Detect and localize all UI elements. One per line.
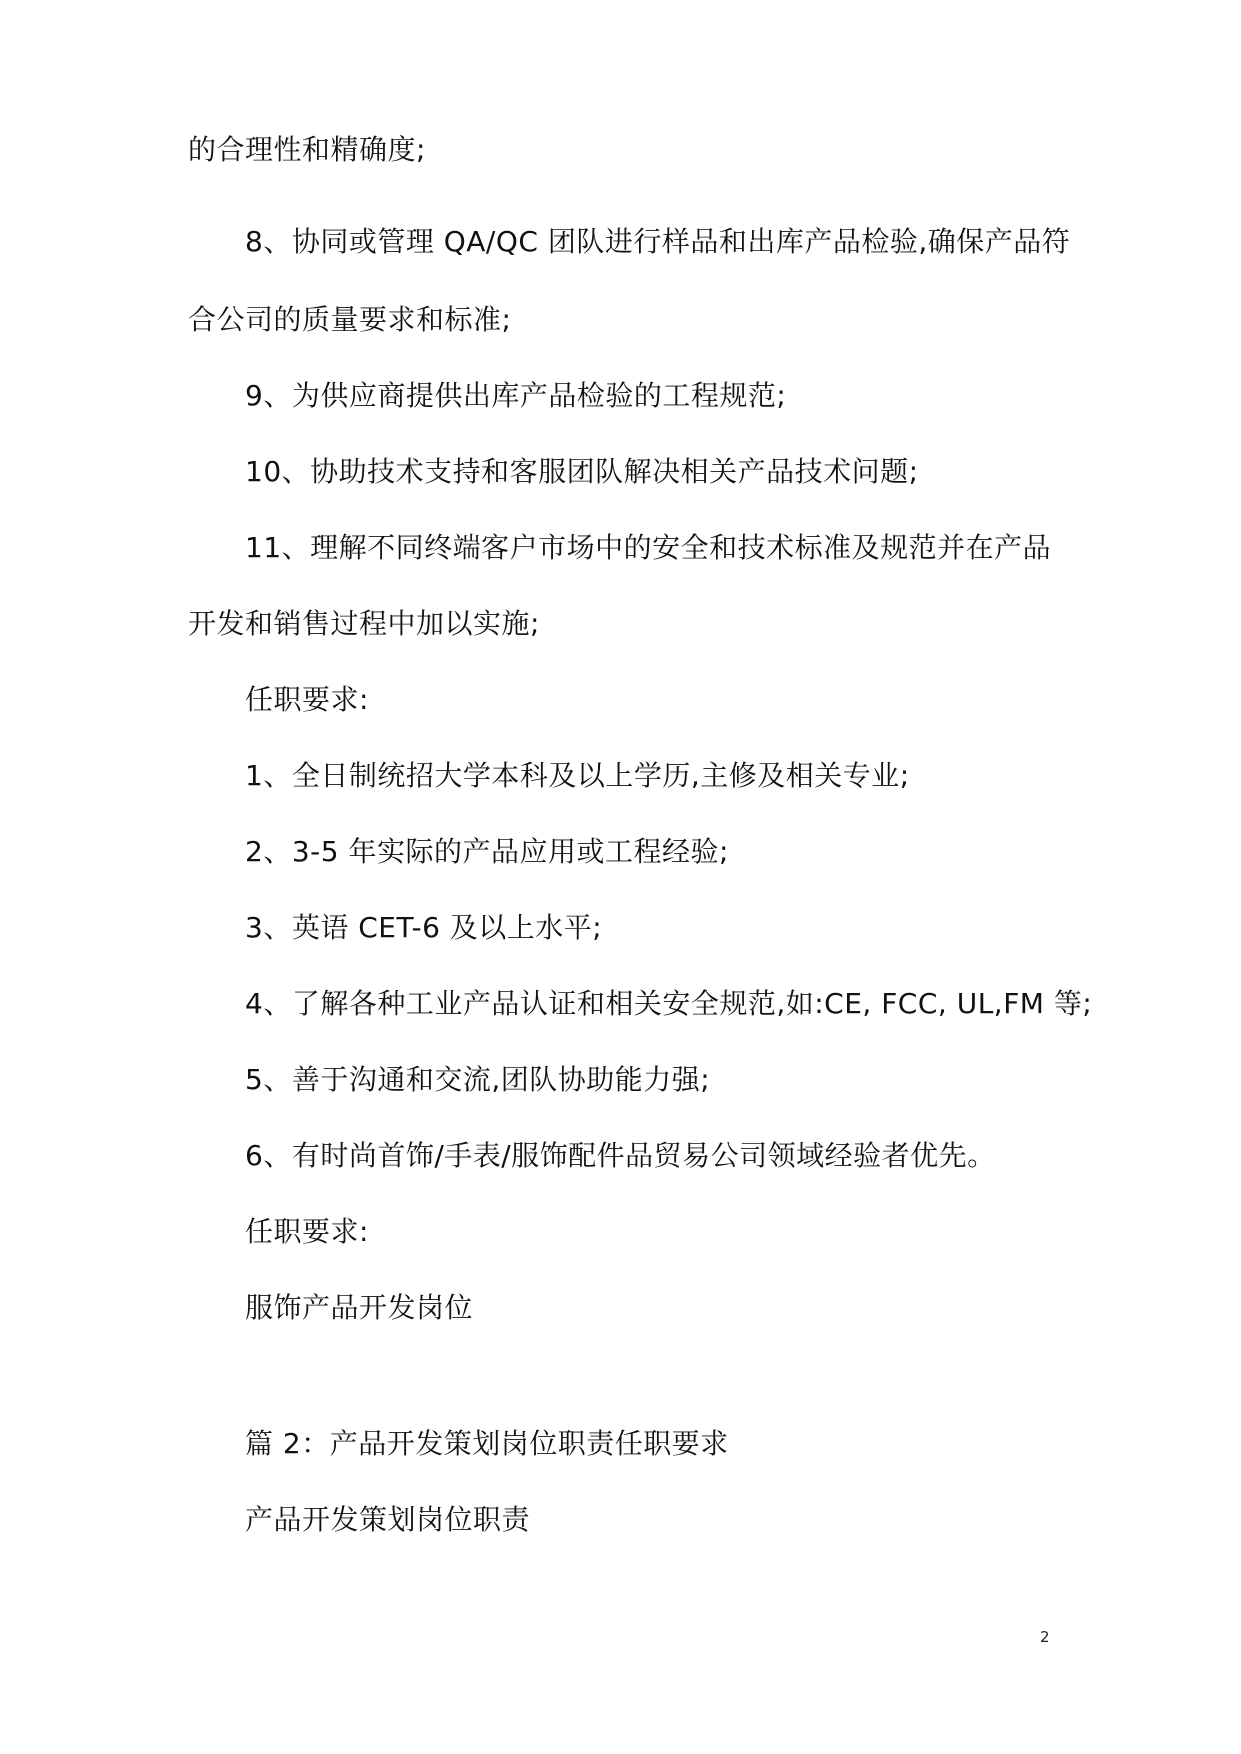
requirement-line-3: 3、英语 CET-6 及以上水平;: [245, 911, 603, 944]
text-line-7: 开发和销售过程中加以实施;: [188, 607, 540, 640]
section-heading-2: 任职要求:: [245, 1215, 369, 1248]
requirement-line-1: 1、全日制统招大学本科及以上学历,主修及相关专业;: [245, 759, 910, 792]
requirement-line-4: 4、了解各种工业产品认证和相关安全规范,如:CE, FCC, UL,FM 等;: [245, 987, 1093, 1020]
text-line-6: 11、理解不同终端客户市场中的安全和技术标准及规范并在产品: [245, 531, 1052, 564]
requirement-line-5: 5、善于沟通和交流,团队协助能力强;: [245, 1063, 711, 1096]
position-title: 服饰产品开发岗位: [245, 1291, 474, 1324]
chapter-subheading: 产品开发策划岗位职责: [245, 1503, 531, 1536]
page-number: 2: [1040, 1628, 1050, 1646]
requirement-line-6: 6、有时尚首饰/手表/服饰配件品贸易公司领域经验者优先。: [245, 1139, 996, 1172]
text-line-2: 8、协同或管理 QA/QC 团队进行样品和出库产品检验,确保产品符: [245, 225, 1071, 258]
section-heading: 任职要求:: [245, 683, 369, 716]
text-line-1: 的合理性和精确度;: [188, 133, 426, 166]
text-line-5: 10、协助技术支持和客服团队解决相关产品技术问题;: [245, 455, 919, 488]
requirement-line-2: 2、3-5 年实际的产品应用或工程经验;: [245, 835, 729, 868]
chapter-heading: 篇 2：产品开发策划岗位职责任职要求: [245, 1427, 729, 1460]
text-line-3: 合公司的质量要求和标准;: [188, 303, 512, 336]
text-line-4: 9、为供应商提供出库产品检验的工程规范;: [245, 379, 787, 412]
